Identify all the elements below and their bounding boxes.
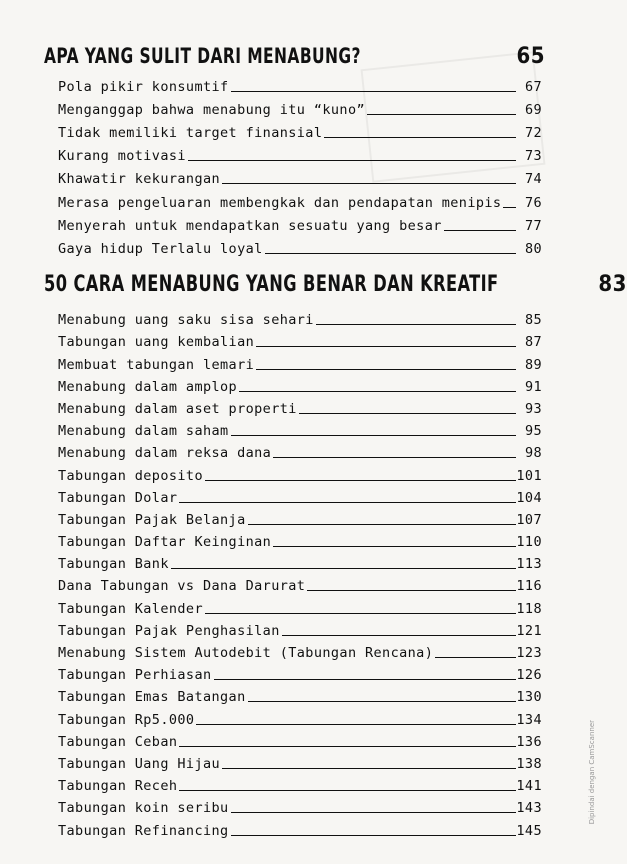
leader-line bbox=[205, 613, 516, 614]
toc-entry-label: Kurang motivasi bbox=[58, 148, 186, 165]
leader-line bbox=[205, 480, 516, 481]
leader-line bbox=[435, 657, 516, 658]
toc-entry bbox=[58, 617, 542, 639]
scanner-watermark: Dipindai dengan CamScanner bbox=[588, 719, 596, 824]
leader-line bbox=[214, 679, 517, 680]
toc-entry bbox=[58, 528, 542, 550]
leader-line bbox=[248, 701, 516, 702]
toc-entry-page-number: 89 bbox=[524, 356, 542, 373]
leader-line bbox=[188, 160, 516, 161]
leader-line bbox=[171, 568, 516, 569]
toc-entry-label: Tabungan Rp5.000 bbox=[58, 711, 195, 728]
toc-entry-label: Menabung uang saku sisa sehari bbox=[58, 312, 314, 329]
toc-entry-page-number: 85 bbox=[524, 312, 542, 329]
toc-entry bbox=[58, 594, 542, 616]
toc-entry-label: Tabungan Pajak Penghasilan bbox=[58, 622, 280, 639]
toc-entry bbox=[58, 350, 542, 372]
leader-line bbox=[222, 183, 516, 184]
toc-entry-label: Membuat tabungan lemari bbox=[58, 356, 255, 373]
leader-line bbox=[282, 635, 516, 636]
toc-entry-label: Tabungan uang kembalian bbox=[58, 334, 255, 351]
toc-entry-label: Tabungan Ceban bbox=[58, 733, 178, 750]
toc-entry-page-number: 110 bbox=[516, 534, 542, 551]
toc-entry-label: Tabungan koin seribu bbox=[58, 800, 229, 817]
toc-entry-page-number: 130 bbox=[516, 689, 542, 706]
toc-entry-label: Dana Tabungan vs Dana Darurat bbox=[58, 578, 306, 595]
toc-entry-label: Tabungan Receh bbox=[58, 778, 178, 795]
toc-entry bbox=[58, 461, 542, 483]
leader-line bbox=[179, 790, 516, 791]
toc-entry bbox=[58, 118, 542, 141]
leader-line bbox=[503, 207, 516, 208]
toc-entry-label: Tabungan Daftar Keinginan bbox=[58, 534, 272, 551]
toc-entry-page-number: 80 bbox=[524, 240, 542, 257]
toc-entry-label: Tabungan Perhiasan bbox=[58, 667, 212, 684]
toc-entry-page-number: 95 bbox=[524, 423, 542, 440]
toc-entry-page-number: 76 bbox=[524, 194, 542, 211]
toc-entry-label: Menabung dalam amplop bbox=[58, 378, 238, 395]
toc-entry bbox=[58, 705, 542, 727]
toc-entry bbox=[58, 484, 542, 506]
toc-entry-label: Tabungan Dolar bbox=[58, 489, 178, 506]
leader-line bbox=[316, 324, 516, 325]
leader-line bbox=[367, 114, 516, 115]
leader-line bbox=[265, 253, 516, 254]
section-title: APA YANG SULIT DARI MENABUNG? bbox=[44, 44, 361, 68]
leader-line bbox=[324, 137, 516, 138]
toc-entry-page-number: 118 bbox=[516, 600, 542, 617]
toc-entry-page-number: 67 bbox=[524, 79, 542, 96]
toc-entry-label: Khawatir kekurangan bbox=[58, 171, 221, 188]
toc-entry-page-number: 113 bbox=[516, 556, 542, 573]
toc-entry-label: Tabungan Refinancing bbox=[58, 822, 229, 839]
leader-line bbox=[196, 724, 516, 725]
toc-entry-label: Menabung dalam reksa dana bbox=[58, 445, 272, 462]
toc-entry bbox=[58, 328, 542, 350]
toc-entry-page-number: 141 bbox=[516, 778, 542, 795]
toc-entry-label: Menganggap bahwa menabung itu “kuno” bbox=[58, 102, 365, 119]
toc-entry bbox=[58, 661, 542, 683]
toc-entry bbox=[58, 506, 542, 528]
toc-entry-page-number: 121 bbox=[516, 622, 542, 639]
section-page-number: 83 bbox=[598, 272, 627, 297]
toc-entry bbox=[58, 72, 542, 95]
toc-entry-label: Tabungan Pajak Belanja bbox=[58, 511, 246, 528]
leader-line bbox=[231, 91, 516, 92]
toc-entry-page-number: 69 bbox=[524, 102, 542, 119]
leader-line bbox=[179, 502, 516, 503]
toc-entry-page-number: 73 bbox=[524, 148, 542, 165]
toc-entry-page-number: 104 bbox=[516, 489, 542, 506]
toc-entry bbox=[58, 439, 542, 461]
toc-entry-label: Menyerah untuk mendapatkan sesuatu yang besar bbox=[58, 217, 442, 234]
toc-entry bbox=[58, 816, 542, 838]
leader-line bbox=[256, 369, 516, 370]
leader-line bbox=[307, 590, 516, 591]
toc-entry bbox=[58, 683, 542, 705]
leader-line bbox=[222, 768, 516, 769]
toc-entry-page-number: 123 bbox=[516, 645, 542, 661]
toc-entry-label: Menabung dalam saham bbox=[58, 423, 229, 440]
toc-entry-page-number: 145 bbox=[516, 822, 542, 839]
toc-list bbox=[58, 306, 542, 839]
leader-line bbox=[444, 230, 516, 231]
toc-entry-page-number: 116 bbox=[516, 578, 542, 595]
toc-entry-label: Gaya hidup Terlalu loyal bbox=[58, 240, 263, 257]
toc-entry-label: Pola pikir konsumtif bbox=[58, 79, 229, 96]
toc-entry bbox=[58, 417, 542, 439]
leader-line bbox=[256, 346, 516, 347]
toc-list bbox=[58, 72, 542, 257]
toc-entry bbox=[58, 728, 542, 750]
section-title: 50 CARA MENABUNG YANG BENAR DAN KREATIF bbox=[44, 272, 499, 297]
leader-line bbox=[248, 524, 516, 525]
leader-line bbox=[273, 546, 516, 547]
leader-line bbox=[179, 746, 516, 747]
toc-entry bbox=[58, 373, 542, 395]
toc-entry-label: Tabungan Uang Hijau bbox=[58, 755, 221, 772]
toc-entry-label: Tabungan Emas Batangan bbox=[58, 689, 246, 706]
toc-entry bbox=[58, 794, 542, 816]
toc-entry bbox=[58, 750, 542, 772]
toc-entry-page-number: 126 bbox=[516, 667, 542, 684]
toc-entry-label: Menabung Sistem Autodebit (Tabungan Rencana) bbox=[58, 645, 434, 661]
toc-entry-label: Tidak memiliki target finansial bbox=[58, 125, 323, 142]
toc-entry-page-number: 138 bbox=[516, 755, 542, 772]
toc-entry-page-number: 87 bbox=[524, 334, 542, 351]
leader-line bbox=[231, 435, 516, 436]
toc-entry bbox=[58, 395, 542, 417]
leader-line bbox=[231, 835, 516, 836]
toc-entry-page-number: 143 bbox=[516, 800, 542, 817]
toc-entry bbox=[58, 211, 542, 234]
toc-entry bbox=[58, 639, 542, 661]
toc-entry bbox=[58, 95, 542, 118]
toc-entry-page-number: 77 bbox=[524, 217, 542, 234]
toc-entry bbox=[58, 572, 542, 594]
toc-entry-label: Tabungan deposito bbox=[58, 467, 203, 484]
toc-entry-page-number: 107 bbox=[516, 511, 542, 528]
toc-entry bbox=[58, 187, 542, 210]
toc-entry-label: Tabungan Bank bbox=[58, 556, 169, 573]
section-heading bbox=[44, 272, 627, 297]
toc-entry-page-number: 98 bbox=[524, 445, 542, 462]
toc-entry bbox=[58, 306, 542, 328]
toc-entry-page-number: 91 bbox=[524, 378, 542, 395]
toc-entry-page-number: 93 bbox=[524, 400, 542, 417]
toc-entry-page-number: 72 bbox=[524, 125, 542, 142]
section-page-number: 65 bbox=[516, 44, 545, 69]
toc-entry-page-number: 74 bbox=[524, 171, 542, 188]
toc-entry bbox=[58, 141, 542, 164]
leader-line bbox=[239, 391, 516, 392]
toc-entry-label: Tabungan Kalender bbox=[58, 600, 203, 617]
section-heading bbox=[44, 44, 545, 69]
toc-entry bbox=[58, 164, 542, 187]
toc-entry-page-number: 101 bbox=[516, 467, 542, 484]
toc-entry bbox=[58, 550, 542, 572]
leader-line bbox=[299, 413, 516, 414]
toc-entry bbox=[58, 772, 542, 794]
leader-line bbox=[273, 457, 516, 458]
toc-entry-label: Menabung dalam aset properti bbox=[58, 400, 297, 417]
toc-entry bbox=[58, 234, 542, 257]
leader-line bbox=[231, 812, 516, 813]
toc-entry-label: Merasa pengeluaran membengkak dan pendapatan menipis bbox=[58, 194, 502, 211]
toc-entry-page-number: 134 bbox=[516, 711, 542, 728]
toc-entry-page-number: 136 bbox=[516, 733, 542, 750]
